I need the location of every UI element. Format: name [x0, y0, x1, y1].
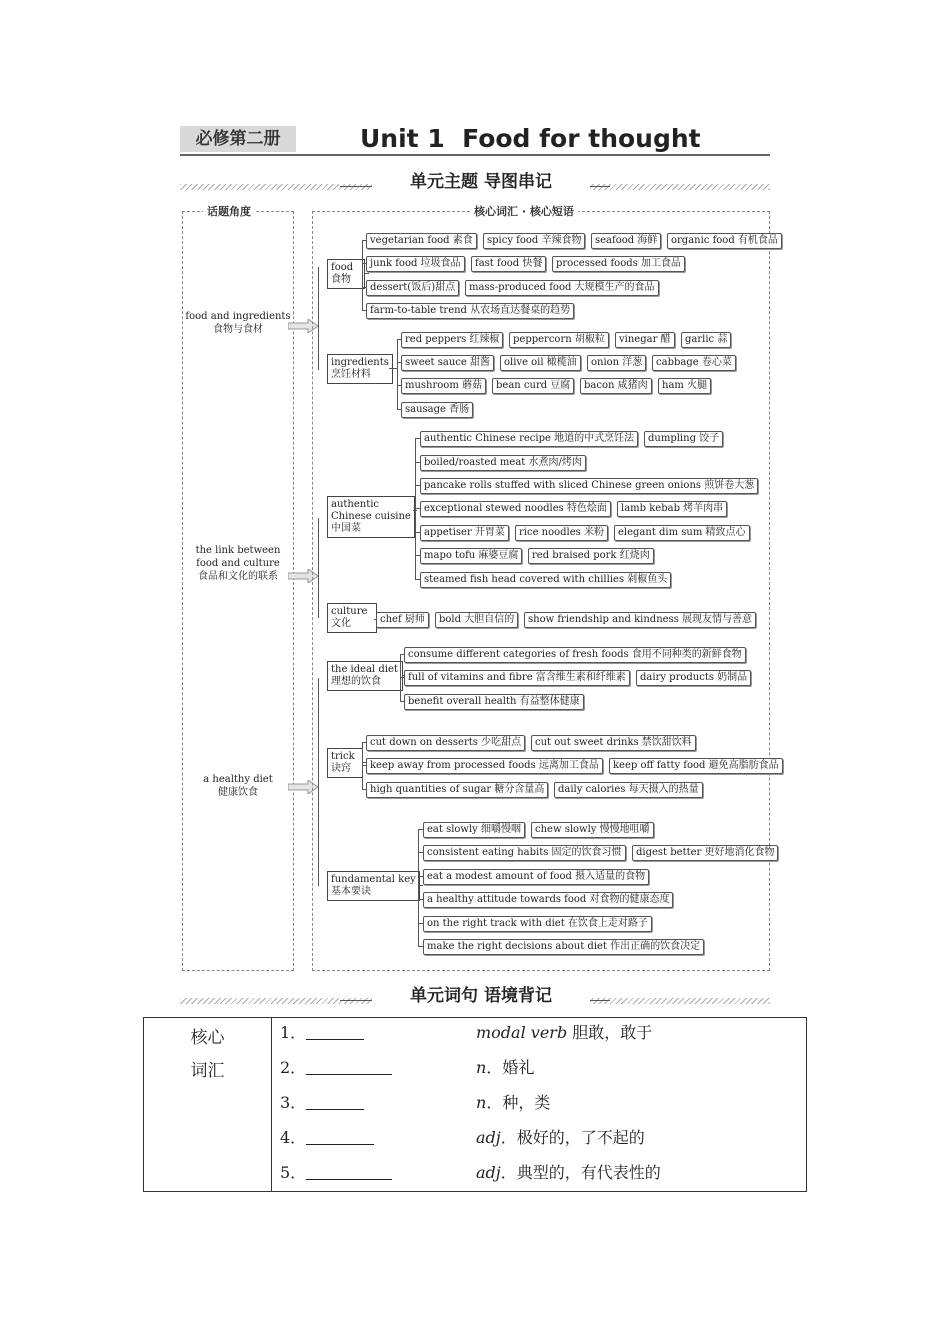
unit-name: Food for thought: [462, 124, 701, 153]
term-box: boiled/roasted meat 水煮肉/烤肉: [420, 455, 586, 471]
term-box: vinegar 醋: [615, 332, 675, 348]
term-box: steamed fish head covered with chillies 剁椒鱼头: [420, 572, 671, 588]
category-label: 理想的饮食: [331, 676, 381, 687]
answer-blank[interactable]: [306, 1091, 364, 1110]
unit-title: [360, 124, 701, 153]
category-label: 中国菜: [331, 523, 361, 534]
connector-line: [389, 368, 397, 369]
vocab-definition: [476, 1020, 652, 1046]
category-box: [327, 354, 393, 384]
term-box: high quantities of sugar 糖分含量高: [366, 782, 548, 798]
vocab-number: 2．: [280, 1058, 307, 1077]
term-box: junk food 垃圾食品: [366, 256, 465, 272]
term-box: cut out sweet drinks 禁饮甜饮料: [531, 735, 696, 751]
term-box: olive oil 橄榄油: [500, 355, 581, 371]
vocab-row: [280, 1090, 800, 1125]
term-box: dessert(饭后)甜点: [366, 280, 459, 296]
part-of-speech: adj: [476, 1128, 501, 1147]
topic-zh: 健康饮食: [218, 787, 258, 798]
connector-line: [413, 510, 417, 511]
bracket-line: [318, 518, 319, 618]
term-box: on the right track with diet 在饮食上走对路子: [423, 916, 652, 932]
term-box: dairy products 奶制品: [636, 670, 751, 686]
term-box: appetiser 开胃菜: [420, 525, 509, 541]
vocab-number: 3．: [280, 1093, 307, 1112]
term-box: rice noodles 米粉: [515, 525, 608, 541]
category-line: 核心: [190, 1028, 225, 1048]
term-box: keep away from processed foods 远离加工食品: [366, 758, 603, 774]
term-box: spicy food 辛辣食物: [483, 233, 585, 249]
term-box: onion 洋葱: [587, 355, 646, 371]
term-box: bacon 咸猪肉: [580, 378, 652, 394]
category-label: trick: [331, 751, 355, 762]
unit-number: Unit 1: [360, 124, 445, 153]
vocab-rows: [280, 1020, 800, 1195]
meaning: 胆敢，敢于: [567, 1023, 653, 1042]
meaning: ．婚礼: [486, 1058, 535, 1077]
topic-food-ingredients: [184, 310, 292, 336]
vocab-row: [280, 1125, 800, 1160]
meaning: ．极好的，了不起的: [500, 1128, 645, 1147]
category-label: 文化: [331, 618, 351, 629]
part-of-speech: modal verb: [476, 1023, 568, 1042]
category-label: fundamental key: [331, 874, 416, 885]
term-box: pancake rolls stuffed with sliced Chinese green onions 煎饼卷大葱: [420, 478, 758, 494]
term-box: elegant dim sum 精致点心: [614, 525, 750, 541]
term-box: make the right decisions about diet 作出正确的饮食决定: [423, 939, 704, 955]
category-label: 食物: [331, 274, 351, 285]
term-box: seafood 海鲜: [591, 233, 661, 249]
connector-line: [419, 885, 423, 886]
topic-en: a healthy diet: [203, 774, 273, 785]
category-label: Chinese cuisine: [331, 511, 411, 522]
term-box: chef 厨师: [376, 612, 429, 628]
category-label: authentic: [331, 499, 380, 510]
category-box: [327, 603, 377, 633]
term-box: consume different categories of fresh foods 食用不同种类的新鲜食物: [404, 647, 746, 663]
term-box: fast food 快餐: [471, 256, 546, 272]
category-box: [327, 871, 420, 901]
meaning: ．种，类: [486, 1093, 551, 1112]
term-box: cabbage 卷心菜: [652, 355, 736, 371]
bracket-line: [318, 267, 319, 370]
bracket-line: [318, 678, 319, 886]
category-label: food: [331, 262, 354, 273]
topic-zh: 食品和文化的联系: [198, 571, 278, 582]
category-label: the ideal diet: [331, 664, 398, 675]
category-box: [327, 259, 365, 289]
category-label: 基本要诀: [331, 886, 371, 897]
category-label: 诀窍: [331, 763, 351, 774]
vocab-table: [143, 1017, 807, 1192]
topic-en: the link between food and culture: [195, 545, 281, 569]
term-box: farm-to-table trend 从农场直达餐桌的趋势: [366, 303, 574, 319]
category-box: [327, 748, 363, 778]
term-box: keep off fatty food 避免高脂肪食品: [609, 758, 783, 774]
topic-food-culture: [184, 544, 292, 583]
term-box: show friendship and kindness 展现友情与善意: [524, 612, 756, 628]
part-of-speech: n: [476, 1093, 487, 1112]
category-line: 词汇: [190, 1061, 225, 1081]
topic-panel-label: 话题角度: [203, 203, 255, 219]
header-rule: [180, 154, 770, 156]
vocab-definition: [476, 1160, 661, 1186]
answer-blank[interactable]: [306, 1126, 374, 1145]
term-box: bean curd 豆腐: [492, 378, 574, 394]
connector-line: [418, 829, 419, 946]
term-box: mass-produced food 大规模生产的食品: [465, 280, 659, 296]
term-box: garlic 蒜: [681, 332, 731, 348]
term-box: benefit overall health 有益整体健康: [404, 694, 584, 710]
term-box: red braised pork 红烧肉: [528, 548, 654, 564]
vocab-row: [280, 1055, 800, 1090]
term-box: dumpling 饺子: [644, 431, 723, 447]
category-box: [327, 496, 415, 538]
term-box: mushroom 蘑菇: [401, 378, 486, 394]
table-category: [144, 1022, 271, 1088]
vocab-definition: [476, 1125, 645, 1151]
term-box: a healthy attitude towards food 对食物的健康态度: [423, 892, 673, 908]
answer-blank[interactable]: [306, 1161, 392, 1180]
vocab-definition: [476, 1055, 534, 1081]
term-box: lamb kebab 烤羊肉串: [617, 501, 727, 517]
vocab-number: 4．: [280, 1128, 307, 1147]
section2-title: 单元词句 语境背记: [372, 981, 590, 1006]
vocab-panel-label: 核心词汇 · 核心短语: [470, 203, 578, 219]
term-box: sweet sauce 甜酱: [401, 355, 494, 371]
term-box: digest better 更好地消化食物: [632, 845, 778, 861]
topic-en: food and ingredients: [185, 311, 291, 322]
term-box: authentic Chinese recipe 地道的中式烹饪法: [420, 431, 638, 447]
category-box: [327, 661, 403, 691]
term-box: exceptional stewed noodles 特色烩面: [420, 501, 611, 517]
term-box: organic food 有机食品: [667, 233, 782, 249]
term-box: vegetarian food 素食: [366, 233, 477, 249]
vocab-row: [280, 1160, 800, 1195]
connector-line: [365, 273, 369, 274]
term-box: peppercorn 胡椒粒: [509, 332, 609, 348]
category-label: culture: [331, 606, 368, 617]
table-divider: [271, 1018, 272, 1191]
book-volume-tag: 必修第二册: [180, 126, 296, 152]
term-box: sausage 香肠: [401, 402, 473, 418]
topic-zh: 食物与食材: [213, 324, 263, 335]
vocab-number: 1．: [280, 1023, 307, 1042]
vocab-definition: [476, 1090, 550, 1116]
meaning: ．典型的，有代表性的: [500, 1163, 661, 1182]
term-box: red peppers 红辣椒: [401, 332, 503, 348]
term-box: processed foods 加工食品: [552, 256, 685, 272]
category-label: 烹饪材料: [331, 369, 371, 380]
vocab-row: [280, 1020, 800, 1055]
connector-line: [397, 339, 398, 409]
answer-blank[interactable]: [306, 1056, 392, 1075]
term-box: mapo tofu 麻婆豆腐: [420, 548, 522, 564]
category-label: ingredients: [331, 357, 389, 368]
term-box: ham 火腿: [658, 378, 711, 394]
topic-healthy-diet: [184, 773, 292, 799]
term-box: bold 大胆自信的: [435, 612, 518, 628]
connector-line: [362, 240, 363, 310]
term-box: consistent eating habits 固定的饮食习惯: [423, 845, 626, 861]
vocab-number: 5．: [280, 1163, 307, 1182]
part-of-speech: adj: [476, 1163, 501, 1182]
term-box: chew slowly 慢慢地咀嚼: [531, 822, 654, 838]
part-of-speech: n: [476, 1058, 487, 1077]
term-box: full of vitamins and fibre 富含维生素和纤维素: [404, 670, 630, 686]
section1-title: 单元主题 导图串记: [372, 167, 590, 192]
term-box: eat a modest amount of food 摄入适量的食物: [423, 869, 649, 885]
term-box: eat slowly 细嚼慢咽: [423, 822, 525, 838]
term-box: cut down on desserts 少吃甜点: [366, 735, 525, 751]
term-box: daily calories 每天摄入的热量: [554, 782, 703, 798]
answer-blank[interactable]: [306, 1021, 364, 1040]
